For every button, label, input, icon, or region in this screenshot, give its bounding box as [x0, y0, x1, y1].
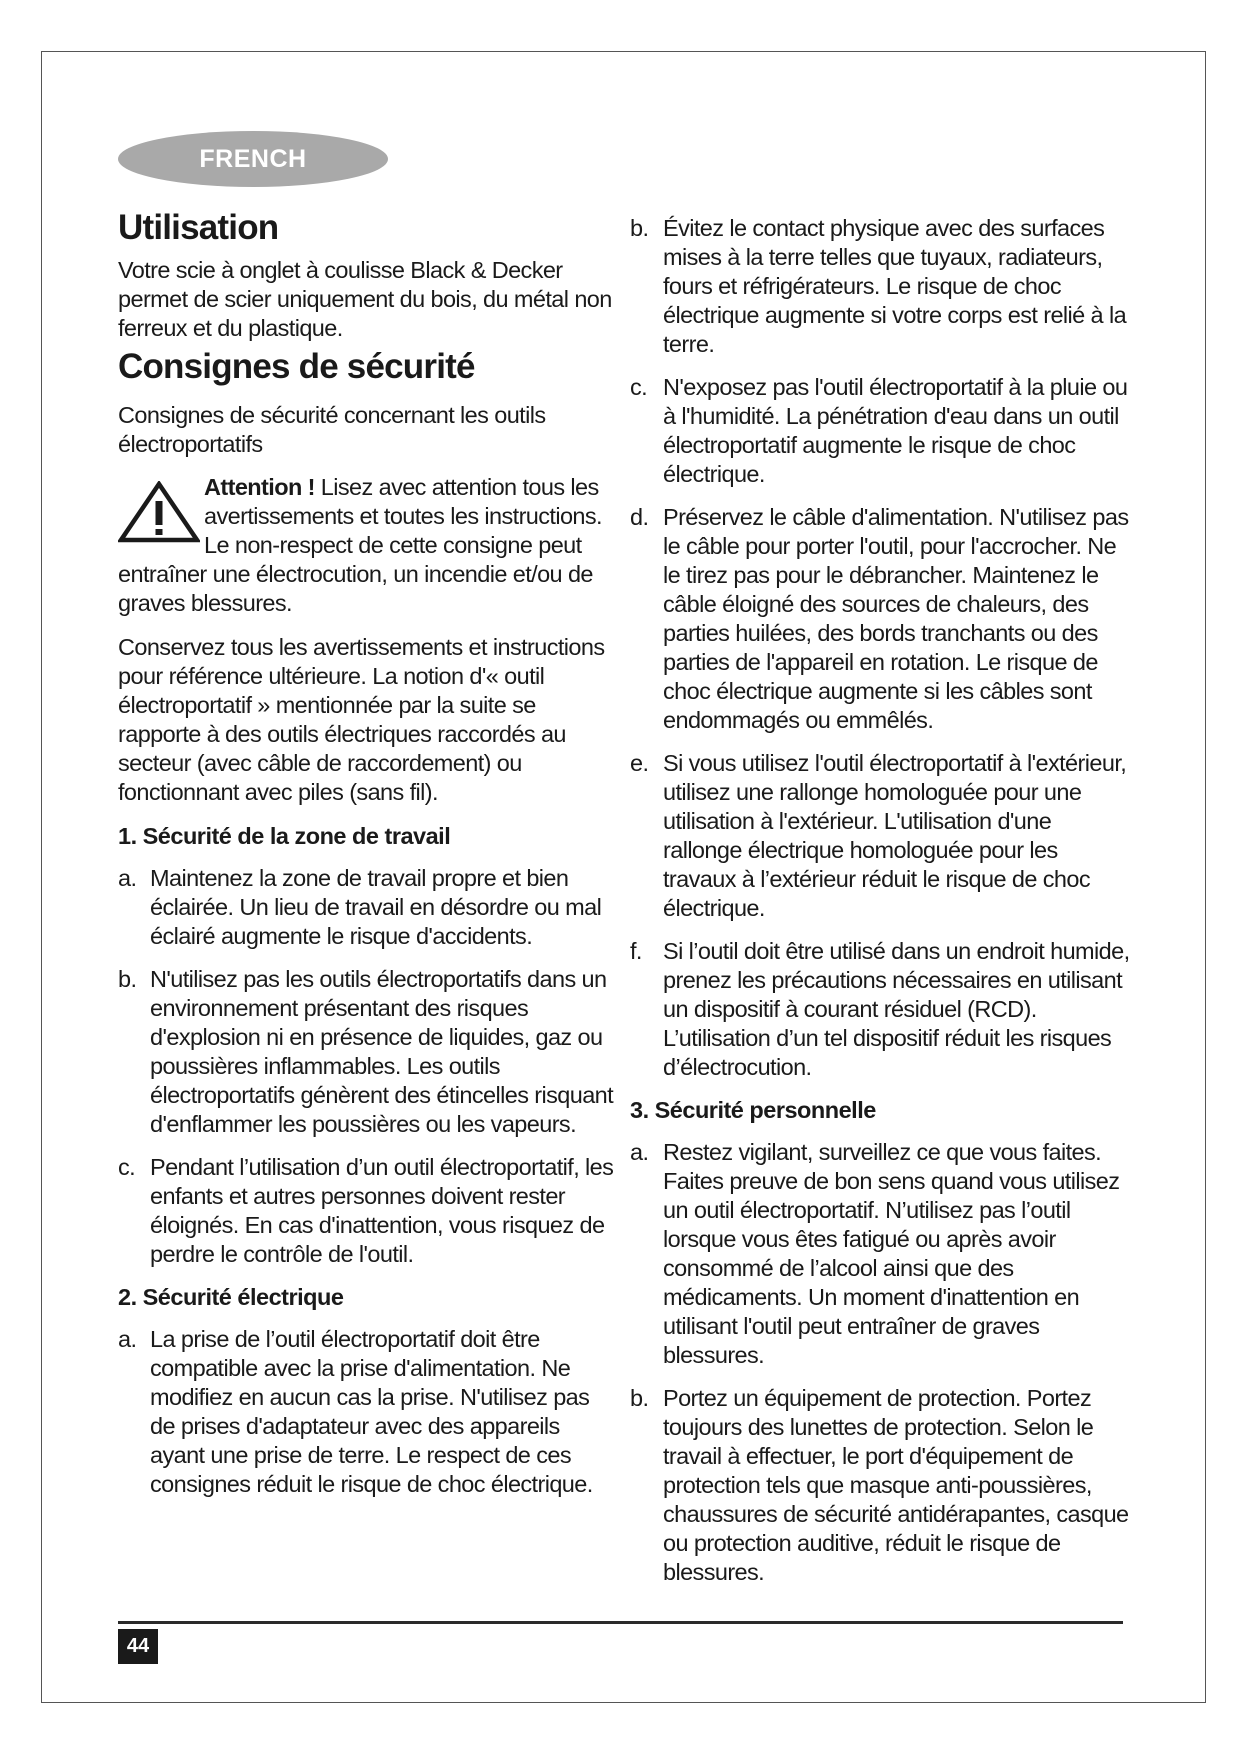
list-text: N'utilisez pas les outils électroportatifs dans un environnement présentant des risques d'explosion ni en présence de liquides, gaz ou poussières inflammables. Les outils électroportatifs génèrent des étincelles risquant d'enflammer les poussières ou les vapeurs.: [150, 966, 614, 1137]
list-text: Portez un équipement de protection. Portez toujours des lunettes de protection. Selon le travail à effectuer, le port d'équipement de protection tels que masque anti-poussières, chaussures de sécurité antidérapantes, casque ou protection auditive, réduit le risque de blessures.: [663, 1385, 1129, 1585]
list-text: Maintenez la zone de travail propre et bien éclairée. Un lieu de travail en désordre ou mal éclairé augmente le risque d'accidents.: [150, 865, 602, 949]
warning-title: Attention !: [204, 474, 315, 500]
right-column: [630, 214, 1134, 1601]
language-badge: FRENCH: [118, 131, 388, 187]
list-item: [630, 937, 1134, 1082]
list-item: [630, 503, 1134, 735]
list-marker: a.: [630, 1139, 649, 1165]
list-marker: b.: [630, 1385, 649, 1411]
list-item: [118, 1325, 614, 1499]
list-marker: d.: [630, 504, 649, 530]
list-text: Si vous utilisez l'outil électroportatif à l'extérieur, utilisez une rallonge homologuée pour une utilisation à l'extérieur. L'utilisation d'une rallonge électrique homologuée pour les travaux à l’extérieur réduit le risque de choc électrique.: [663, 750, 1127, 921]
list-item: [630, 214, 1134, 359]
warning-triangle-icon: [118, 481, 200, 543]
list-marker: c.: [118, 1154, 136, 1180]
list-text: Préservez le câble d'alimentation. N'utilisez pas le câble pour porter l'outil, pour l'accrocher. Ne le tirez pas pour le débrancher. Maintenez le câble éloigné des sources de chaleurs, des parties huilées, des bords tranchants ou des parties de l'appareil en rotation. Le risque de choc électrique augmente si les câbles sont endommagés ou emmêlés.: [663, 504, 1129, 733]
list-text: Restez vigilant, surveillez ce que vous faites. Faites preuve de bon sens quand vous utilisez un outil électroportatif. N’utilisez pas l’outil lorsque vous êtes fatigué ou après avoir consommé de l’alcool ainsi que des médicaments. Un moment d'inattention en utilisant l'outil peut entraîner de graves blessures.: [663, 1139, 1120, 1368]
list-marker: e.: [630, 750, 649, 776]
list-item: [630, 1384, 1134, 1587]
list-marker: b.: [630, 215, 649, 241]
list-text: La prise de l’outil électroportatif doit être compatible avec la prise d'alimentation. Ne modifiez en aucun cas la prise. N'utilisez pas de prises d'adaptateur avec des appareils ayant une prise de terre. Le respect de ces consignes réduit le risque de choc électrique.: [150, 1326, 593, 1497]
list-marker: a.: [118, 865, 137, 891]
list-text: Évitez le contact physique avec des surfaces mises à la terre telles que tuyaux, radiateurs, fours et réfrigérateurs. Le risque de choc électrique augmente si votre corps est relié à la terre.: [663, 215, 1127, 357]
list-item: [630, 1138, 1134, 1370]
list-item: [118, 1153, 614, 1269]
list-marker: a.: [118, 1326, 137, 1352]
list-marker: b.: [118, 966, 137, 992]
page-number: 44: [118, 1629, 158, 1664]
intro-paragraph: Votre scie à onglet à coulisse Black & Decker permet de scier uniquement du bois, du métal non ferreux et du plastique.: [118, 257, 612, 341]
list-marker: c.: [630, 374, 648, 400]
footer-divider: [118, 1621, 1123, 1624]
list-item: [630, 373, 1134, 489]
left-column: [118, 208, 614, 1513]
safety-subtitle: Consignes de sécurité concernant les outils électroportatifs: [118, 402, 546, 457]
section-2-heading: 2. Sécurité électrique: [118, 1284, 344, 1310]
title-utilisation: Utilisation: [118, 208, 279, 247]
list-marker: f.: [630, 938, 642, 964]
list-text: Pendant l’utilisation d’un outil électroportatif, les enfants et autres personnes doivent rester éloignés. En cas d'inattention, vous risquez de perdre le contrôle de l'outil.: [150, 1154, 614, 1267]
list-item: [630, 749, 1134, 923]
warning-block: [118, 473, 614, 618]
list-item: [118, 864, 614, 951]
warning-body: Lisez avec attention tous les avertissements et toutes les instructions. Le non-respect de cette consigne peut entraîner une électrocution, un incendie et/ou de graves blessures.: [118, 474, 602, 616]
section-1-heading: 1. Sécurité de la zone de travail: [118, 823, 451, 849]
list-item: [118, 965, 614, 1139]
list-text: Si l’outil doit être utilisé dans un endroit humide, prenez les précautions nécessaires en utilisant un dispositif à courant résiduel (RCD). L’utilisation d’un tel dispositif réduit les risques d’électrocution.: [663, 938, 1130, 1080]
keep-instructions-paragraph: Conservez tous les avertissements et instructions pour référence ultérieure. La notion d'« outil électroportatif » mentionnée par la suite se rapporte à des outils électriques raccordés au secteur (avec câble de raccordement) ou fonctionnant avec piles (sans fil).: [118, 634, 605, 805]
section-3-heading: 3. Sécurité personnelle: [630, 1097, 876, 1123]
list-text: N'exposez pas l'outil électroportatif à la pluie ou à l'humidité. La pénétration d'eau dans un outil électroportatif augmente le risque de choc électrique.: [663, 374, 1128, 487]
title-safety: Consignes de sécurité: [118, 347, 475, 386]
